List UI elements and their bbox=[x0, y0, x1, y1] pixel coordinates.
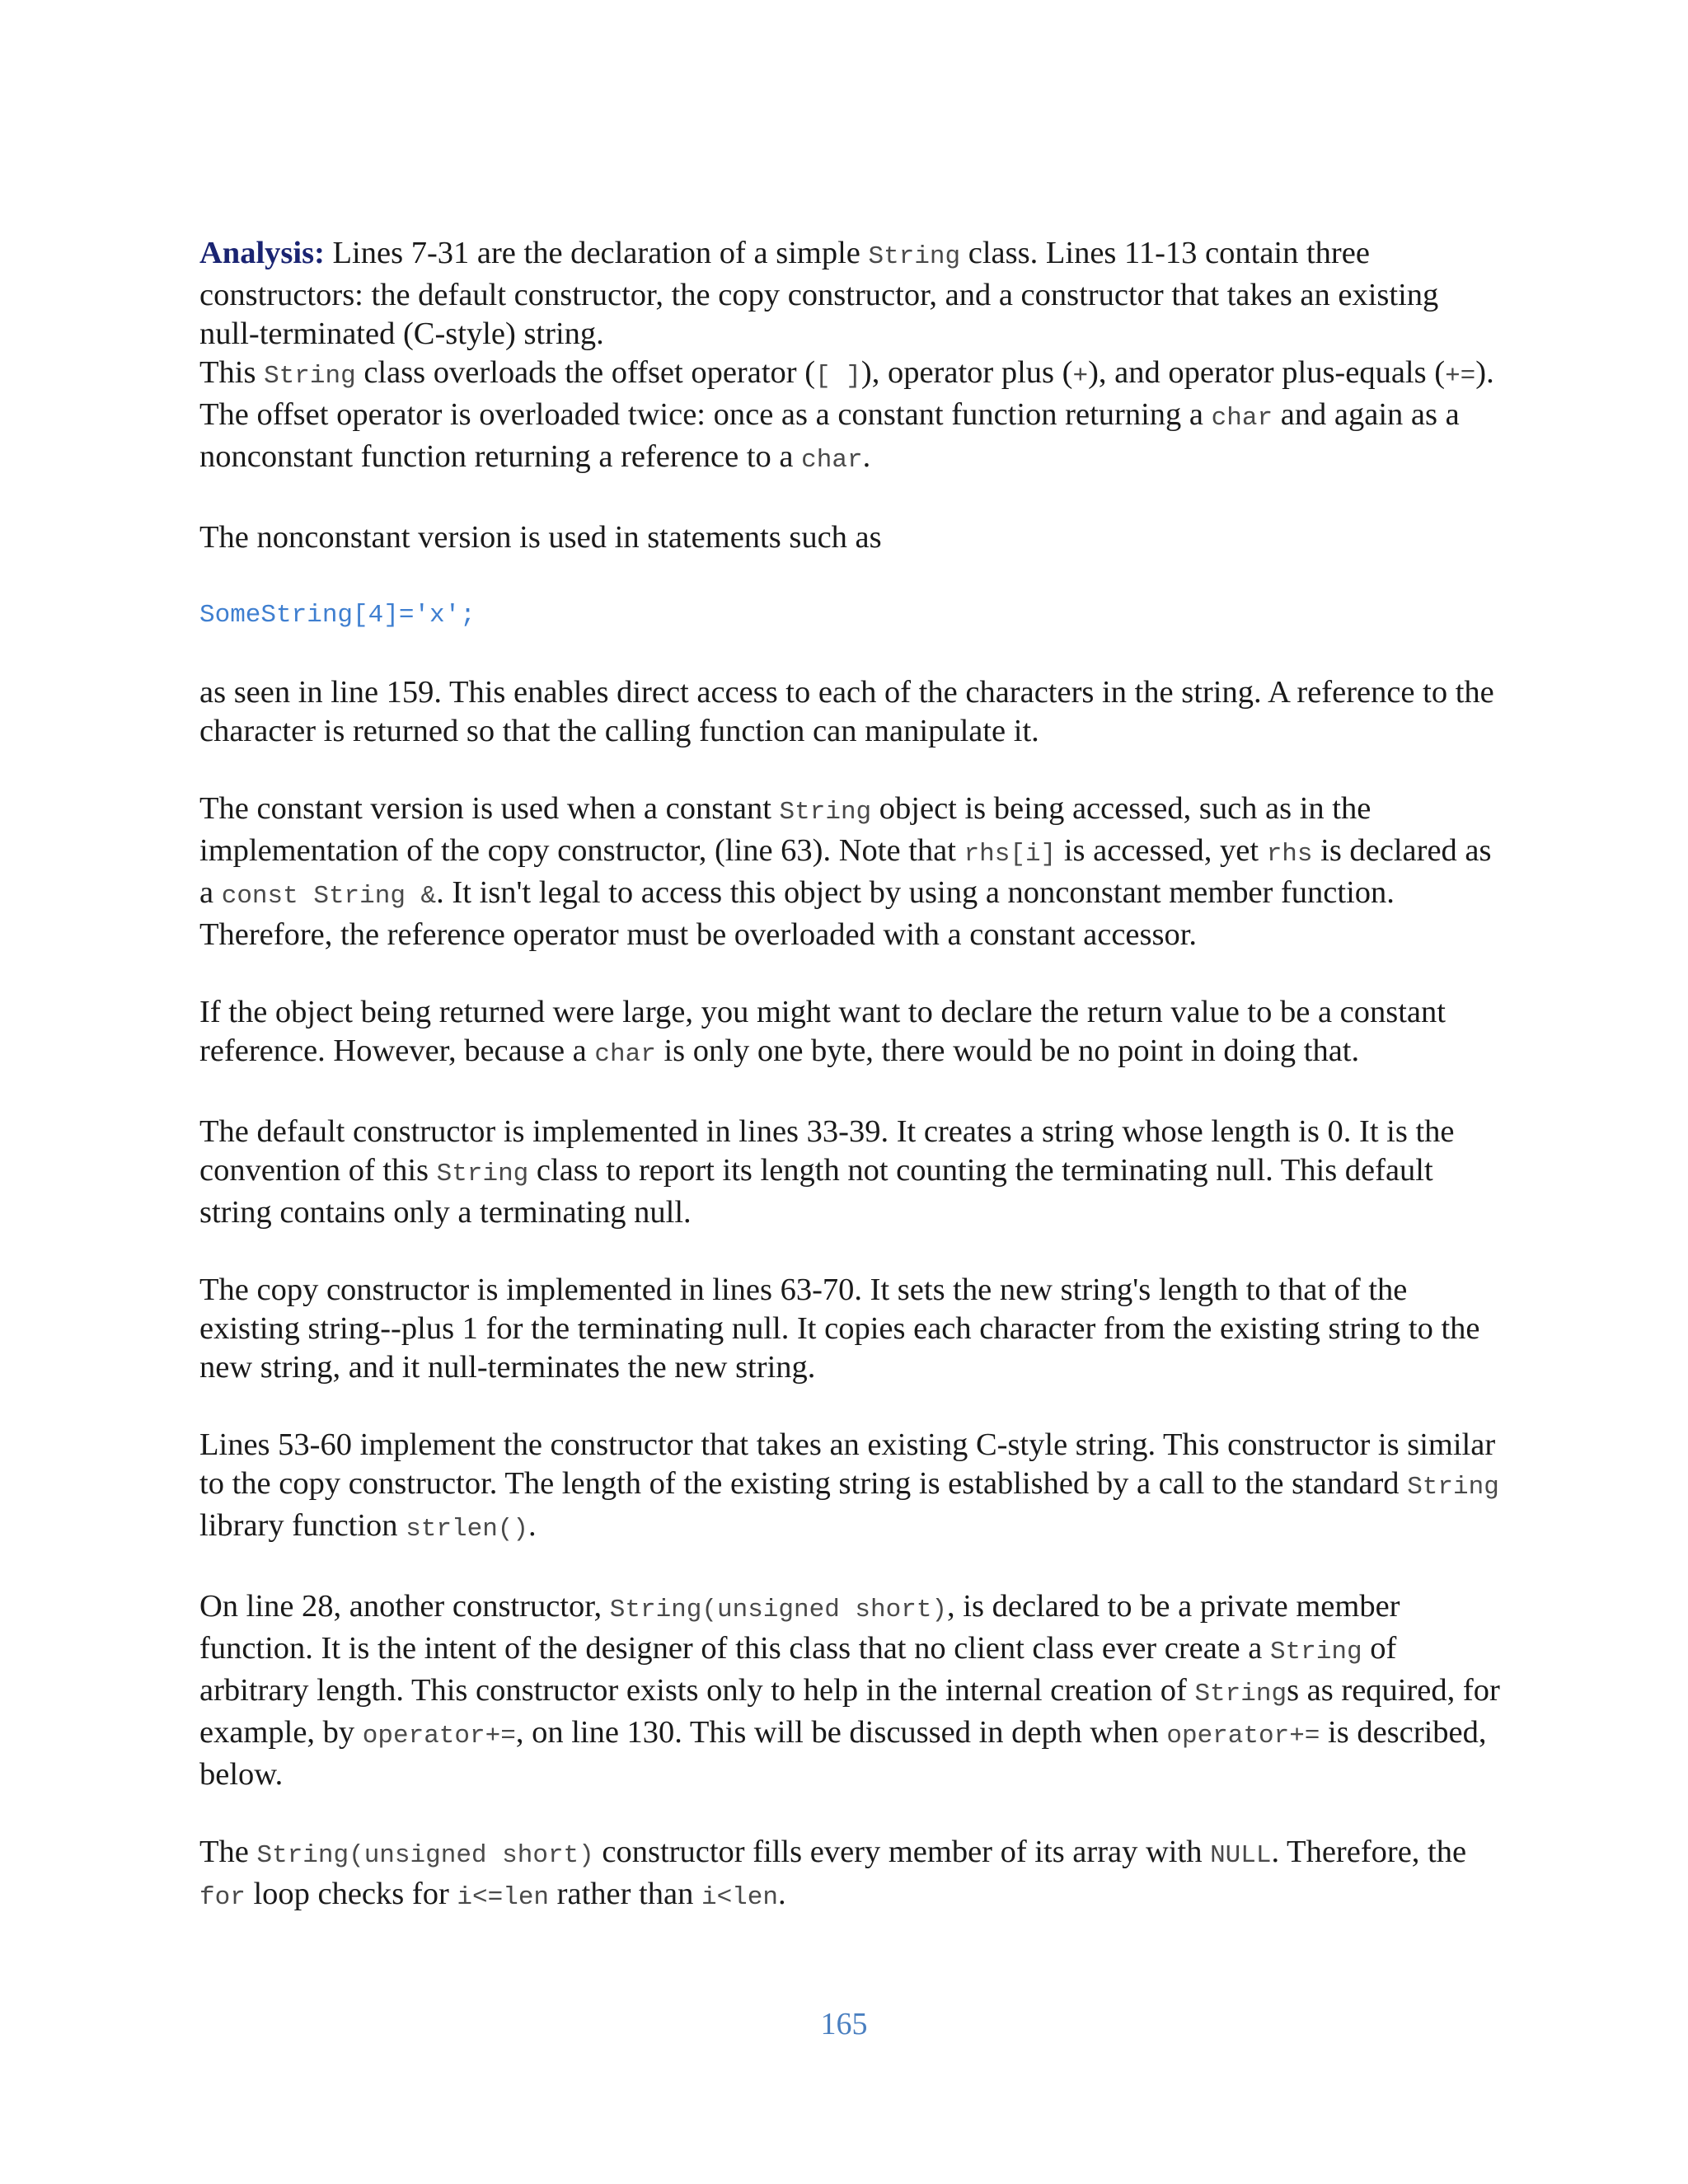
private-constructor-paragraph bbox=[199, 1587, 1502, 1794]
inline-code: strlen() bbox=[406, 1515, 529, 1544]
inline-code: i<=len bbox=[457, 1883, 550, 1912]
nonconstant-intro-paragraph: The nonconstant version is used in statements such as bbox=[199, 520, 882, 555]
copy-constructor-paragraph: The copy constructor is implemented in lines 63-70. It sets the new string's length to that of the existing string--plus 1 for the terminating null. It copies each character from the existing string to the new string, and it null-terminates the new string. bbox=[199, 1272, 1480, 1385]
text-run: library function bbox=[199, 1508, 406, 1543]
text-run: , is declared to be a private member function. It is the intent of the designer of this class that no client class ever create a bbox=[199, 1589, 1400, 1666]
large-object-paragraph bbox=[199, 993, 1502, 1074]
text-run: class. Lines 11-13 contain three constructors: the default constructor, the copy constructor, and a constructor that takes an existing null-terminated (C-style) string. bbox=[199, 236, 1439, 351]
page-number: 165 bbox=[820, 2007, 868, 2041]
inline-code: char bbox=[801, 446, 863, 475]
page-body bbox=[199, 234, 1502, 1956]
inline-code: String bbox=[264, 362, 356, 391]
text-run: The bbox=[199, 1835, 257, 1869]
text-run: . bbox=[528, 1508, 537, 1543]
inline-code: operator+= bbox=[1166, 1722, 1320, 1750]
text-run: object is being accessed, such as in the implementation of the copy constructor, (line 63). Note that bbox=[199, 791, 1372, 868]
text-run: . bbox=[777, 1877, 786, 1911]
text-run: class to report its length not counting the terminating null. This default string contains only a terminating null. bbox=[199, 1153, 1433, 1230]
text-run: is only one byte, there would be no point in doing that. bbox=[655, 1033, 1360, 1068]
inline-code: + bbox=[1072, 362, 1089, 391]
inline-code: rhs[i] bbox=[964, 840, 1057, 869]
inline-code: String(unsigned short) bbox=[609, 1596, 948, 1624]
text-run: Lines 7-31 are the declaration of a simple bbox=[324, 236, 869, 270]
inline-code: String bbox=[779, 798, 872, 827]
text-run: . bbox=[862, 439, 871, 474]
text-run: . Therefore, the bbox=[1271, 1835, 1467, 1869]
analysis-paragraph bbox=[199, 234, 1502, 354]
text-run: If the object being returned were large, you might want to declare the return value to be a constant reference. However, because a bbox=[199, 995, 1446, 1068]
inline-code: String bbox=[436, 1160, 529, 1188]
inline-code: i<len bbox=[701, 1883, 778, 1912]
text-run: class overloads the offset operator ( bbox=[355, 355, 816, 390]
inline-code: char bbox=[1211, 404, 1273, 433]
cstyle-constructor-paragraph bbox=[199, 1426, 1502, 1549]
text-run: This bbox=[199, 355, 265, 390]
default-constructor-paragraph bbox=[199, 1113, 1502, 1232]
inline-code: String bbox=[868, 242, 961, 271]
text-run: On line 28, another constructor, bbox=[199, 1589, 610, 1624]
inline-code: String(unsigned short) bbox=[256, 1841, 594, 1870]
text-run: Lines 53-60 implement the constructor that takes an existing C-style string. This constructor is similar to the copy constructor. The length of the existing string is established by a call to the standard bbox=[199, 1427, 1496, 1501]
overloads-paragraph bbox=[199, 354, 1502, 480]
text-run: ), operator plus ( bbox=[860, 355, 1073, 390]
text-run: The constant version is used when a constant bbox=[199, 791, 780, 826]
fill-null-paragraph bbox=[199, 1833, 1502, 1917]
text-run: is accessed, yet bbox=[1056, 833, 1267, 868]
inline-code: NULL bbox=[1210, 1841, 1272, 1870]
inline-code: [ ] bbox=[815, 362, 861, 391]
text-run: is described, below. bbox=[199, 1715, 1487, 1792]
constant-version-paragraph bbox=[199, 790, 1502, 954]
inline-code: rhs bbox=[1266, 840, 1313, 869]
code-example: SomeString[4]='x'; bbox=[199, 601, 476, 630]
text-run: constructor fills every member of its array with bbox=[593, 1835, 1211, 1869]
text-run: . It isn't legal to access this object by using a nonconstant member function. Therefore, the reference operator must be overloaded with a constant accessor. bbox=[199, 875, 1395, 952]
text-run: loop checks for bbox=[245, 1877, 457, 1911]
text-run: and again as a nonconstant function returning a reference to a bbox=[199, 397, 1460, 474]
inline-code: operator+= bbox=[362, 1722, 516, 1750]
inline-code: String bbox=[1269, 1638, 1362, 1666]
line159-paragraph: as seen in line 159. This enables direct access to each of the characters in the string. A reference to the character is returned so that the calling function can manipulate it. bbox=[199, 675, 1494, 748]
text-run: The default constructor is implemented in lines 33-39. It creates a string whose length is 0. It is the convention of this bbox=[199, 1114, 1455, 1188]
inline-code: const String & bbox=[221, 882, 437, 911]
inline-code: String bbox=[1407, 1473, 1499, 1502]
inline-code: for bbox=[199, 1883, 246, 1912]
text-run: , on line 130. This will be discussed in depth when bbox=[515, 1715, 1167, 1750]
text-run: s as required, for example, by bbox=[199, 1673, 1500, 1750]
text-run: is declared as a bbox=[199, 833, 1492, 910]
text-run: of arbitrary length. This constructor exists only to help in the internal creation of bbox=[199, 1631, 1397, 1708]
inline-code: char bbox=[594, 1040, 656, 1069]
text-run: rather than bbox=[549, 1877, 701, 1911]
text-run: ), and operator plus-equals ( bbox=[1088, 355, 1446, 390]
inline-code: String bbox=[1194, 1680, 1287, 1708]
analysis-heading: Analysis: bbox=[199, 236, 325, 270]
text-run: ). The offset operator is overloaded twice: once as a constant function returning a bbox=[199, 355, 1494, 432]
inline-code: += bbox=[1445, 362, 1476, 391]
